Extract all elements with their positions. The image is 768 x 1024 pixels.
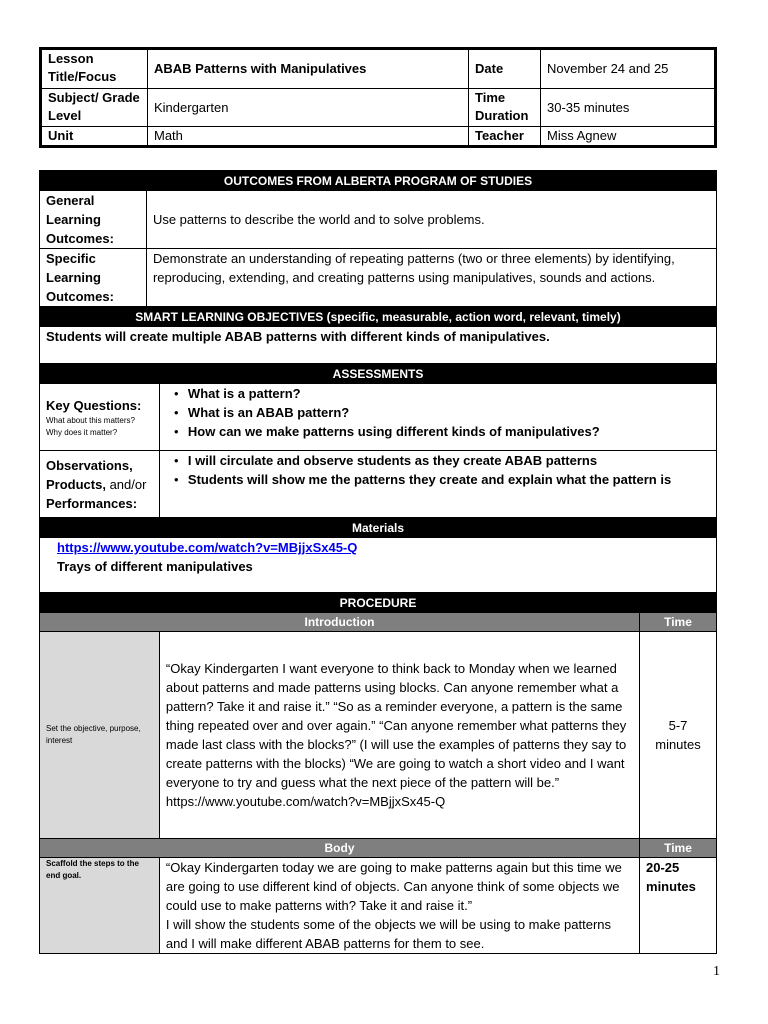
introduction-time-header: Time [640,613,717,632]
teacher-value: Miss Agnew [541,127,716,147]
introduction-header: Introduction [40,613,640,632]
list-item: ● Students will show me the patterns they create and explain what the pattern is [188,470,710,489]
general-outcomes-label: General Learning Outcomes: [40,191,147,249]
procedure-heading: PROCEDURE [40,593,717,613]
time-duration-value: 30-35 minutes [541,89,716,127]
assessments-heading: ASSESSMENTS [40,364,717,384]
observations-list [166,451,710,489]
time-duration-label: Time Duration [469,89,541,127]
list-item: ● What is an ABAB pattern? [188,403,710,422]
lesson-plan-table [39,170,717,954]
materials-heading: Materials [40,518,717,538]
lesson-title-label: Lesson Title/Focus [41,49,148,89]
key-questions-list-cell [159,384,716,451]
observations-and-or: and/or [105,476,147,492]
introduction-time: 5-7 minutes [640,632,717,839]
body-header: Body [40,839,640,858]
list-item: ● How can we make patterns using different kinds of manipulatives? [188,422,710,441]
key-questions-list [166,384,710,441]
body-time: 20-25 minutes [640,858,717,954]
introduction-text: “Okay Kindergarten I want everyone to think back to Monday when we learned about patterns and made patterns using blocks. Can anyone remember what a pattern? Take it and raise it.” “So as a reminder everyone, a pattern is the same thing repeated over and over again.” “Can anyone remember what patterns they made last class with the blocks?” (I will use the examples of patterns they say to create patterns with the blocks) “We are going to watch a short video and I want everyone to try and guess what the next piece of the pattern will be.” https://www.youtube.com/watch?v=MBjjxSx45-Q [159,632,639,839]
smart-objectives-heading: SMART LEARNING OBJECTIVES (specific, measurable, action word, relevant, timely) [40,307,717,327]
subject-label: Subject/ Grade Level [41,89,148,127]
smart-objectives-text: Students will create multiple ABAB patterns with different kinds of manipulatives. [40,327,717,364]
date-value: November 24 and 25 [541,49,716,89]
key-questions-subtext: What about this matters? Why does it matter? [46,415,135,437]
teacher-label: Teacher [469,127,541,147]
observations-label: Observations, Products, [46,457,133,492]
performances-label: Performances: [46,495,138,511]
materials-item: Trays of different manipulatives [57,559,253,574]
specific-outcomes-value: Demonstrate an understanding of repeating patterns (two or three elements) by identifying, reproducing, extending, and creating patterns using manipulatives, sounds and actions. [146,249,716,307]
lesson-title-value: ABAB Patterns with Manipulatives [148,49,469,89]
key-questions-cell [40,384,160,451]
outcomes-heading: OUTCOMES FROM ALBERTA PROGRAM OF STUDIES [40,171,717,191]
subject-value: Kindergarten [148,89,469,127]
general-outcomes-value: Use patterns to describe the world and to solve problems. [146,191,716,249]
body-text-2: I will show the students some of the objects we will be using to make patterns and I will make different ABAB patterns for them to see. [165,917,612,951]
unit-label: Unit [41,127,148,147]
date-label: Date [469,49,541,89]
unit-value: Math [148,127,469,147]
materials-cell [40,538,717,593]
body-text-1: “Okay Kindergarten today we are going to make patterns again but this time we are going to use different kind of objects. Can anyone think of some objects we could use to make patterns with? Take it and raise it.” [165,860,622,913]
page-number: 1 [713,964,720,979]
observations-list-cell [159,451,716,518]
materials-video-link[interactable]: https://www.youtube.com/watch?v=MBjjxSx45-Q [57,540,358,555]
body-label: Scaffold the steps to the end goal. [40,858,160,954]
lesson-header-table [39,47,717,148]
list-item: ● What is a pattern? [188,384,710,403]
observations-cell [40,451,160,518]
body-time-header: Time [640,839,717,858]
specific-outcomes-label: Specific Learning Outcomes: [40,249,147,307]
list-item: ● I will circulate and observe students as they create ABAB patterns [188,451,710,470]
body-text-cell [159,858,639,954]
key-questions-label: Key Questions: [46,397,142,413]
introduction-label: Set the objective, purpose, interest [40,632,160,839]
